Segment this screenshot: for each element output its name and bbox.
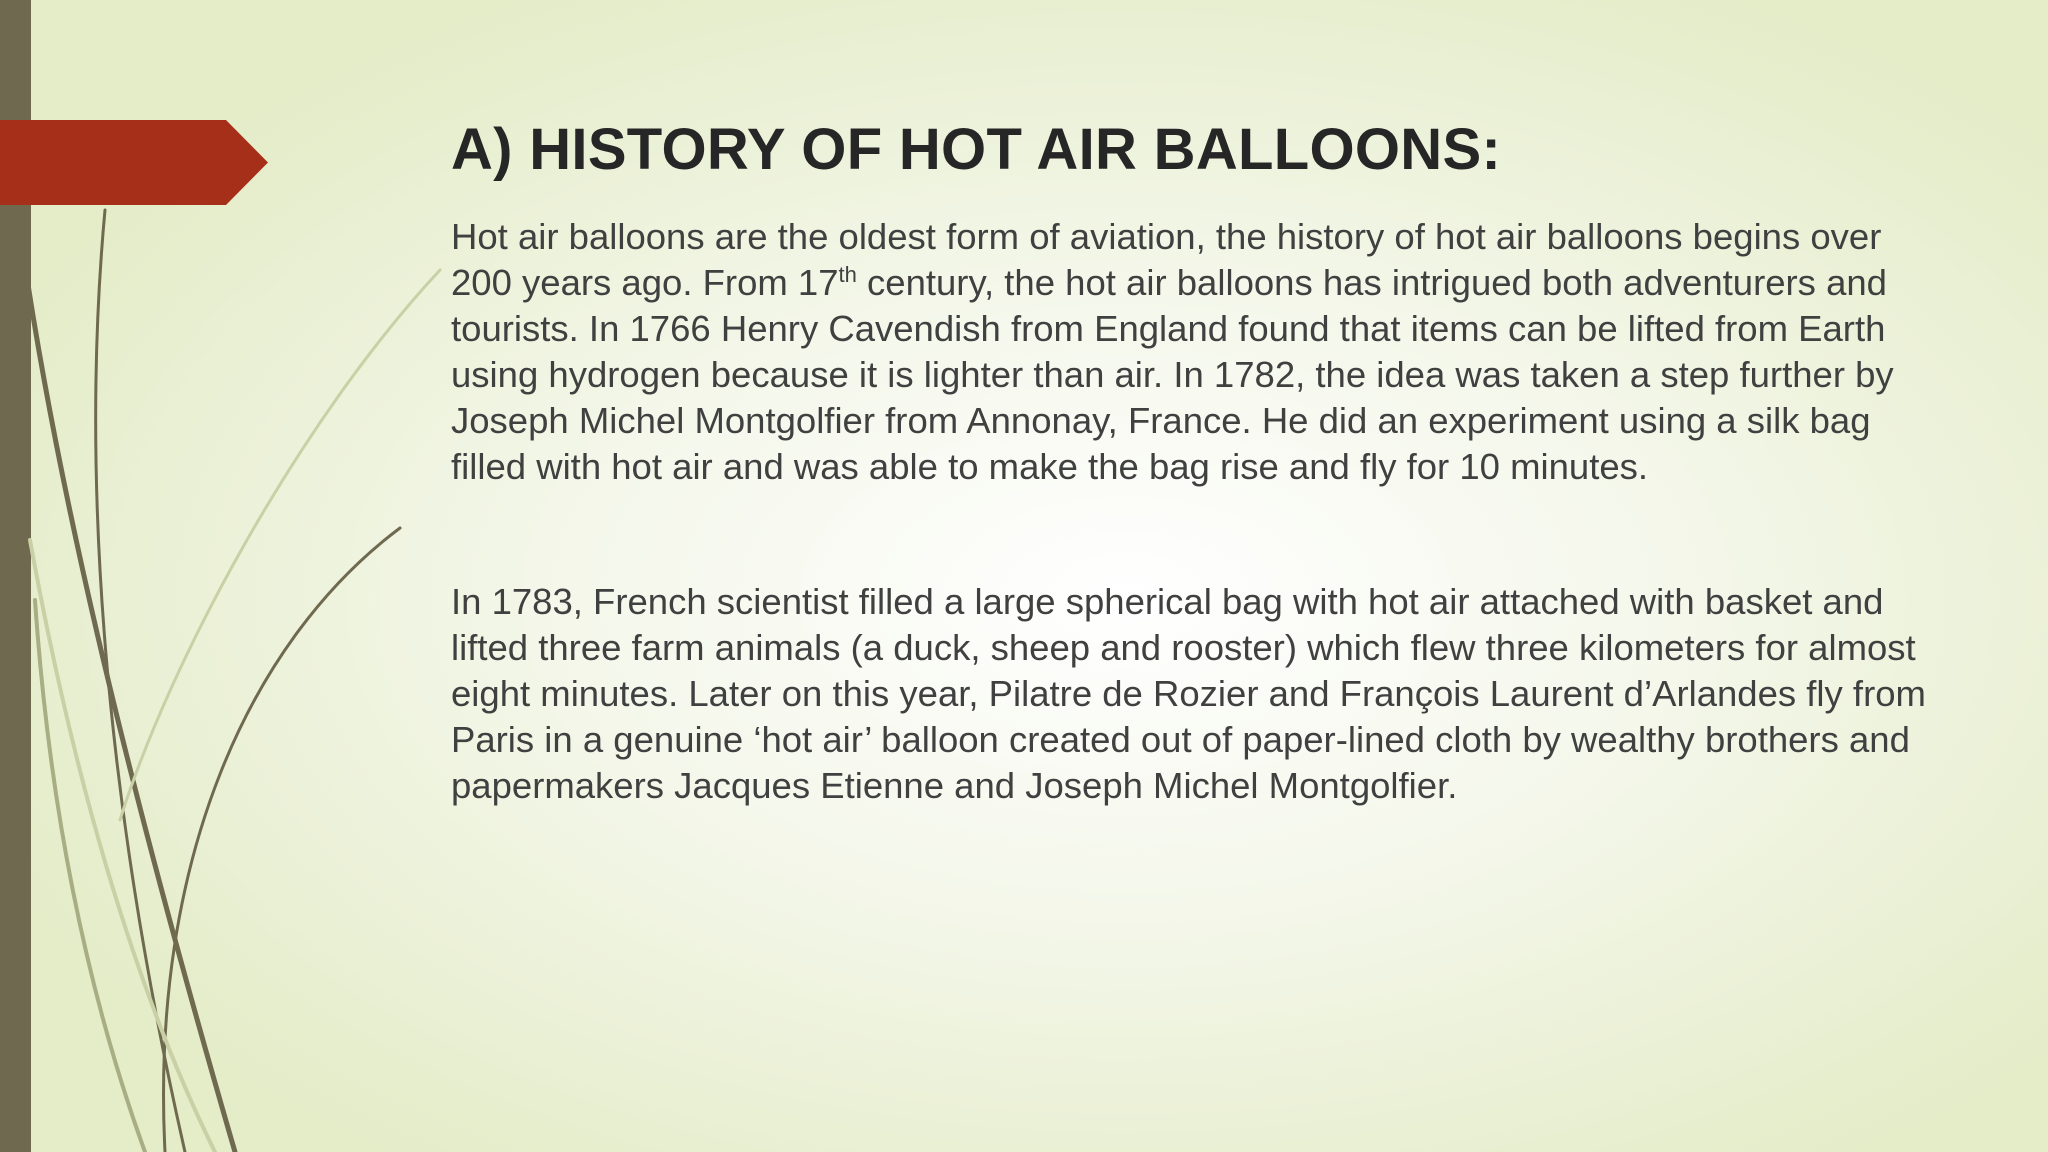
ordinal-superscript: th: [838, 262, 857, 287]
history-paragraph-2: In 1783, French scientist filled a large spherical bag with hot air attached with basket and lifted three farm animals (a duck, sheep and rooster) which flew three kilometers for almost eight minutes. Later on this year, Pilatre de Rozier and François Laurent d’Arlandes fly from Paris in a genuine ‘hot air’ balloon created out of paper-lined cloth by wealthy brothers and papermakers Jacques Etienne and Joseph Michel Montgolfier.: [451, 581, 1926, 806]
paragraph-1-text-start: Hot air balloons are the oldest form of aviation, the history of hot air balloons begins over 200 years ago. From 17: [451, 216, 1882, 303]
title-accent-arrow: [0, 120, 268, 205]
paragraph-1-text-end: century, the hot air balloons has intrigued both adventurers and tourists. In 1766 Henry Cavendish from England found that items can be lifted from Earth using hydrogen because it is lighter than air. In 1782, the idea was taken a step further by Joseph Michel Montgolfier from Annonay, France. He did an experiment using a silk bag filled with hot air and was able to make the bag rise and fly for 10 minutes.: [451, 262, 1894, 487]
slide-title: A) HISTORY OF HOT AIR BALLOONS:: [451, 117, 1502, 182]
slide-content: [451, 112, 1931, 809]
history-paragraph-1: [451, 214, 1931, 490]
